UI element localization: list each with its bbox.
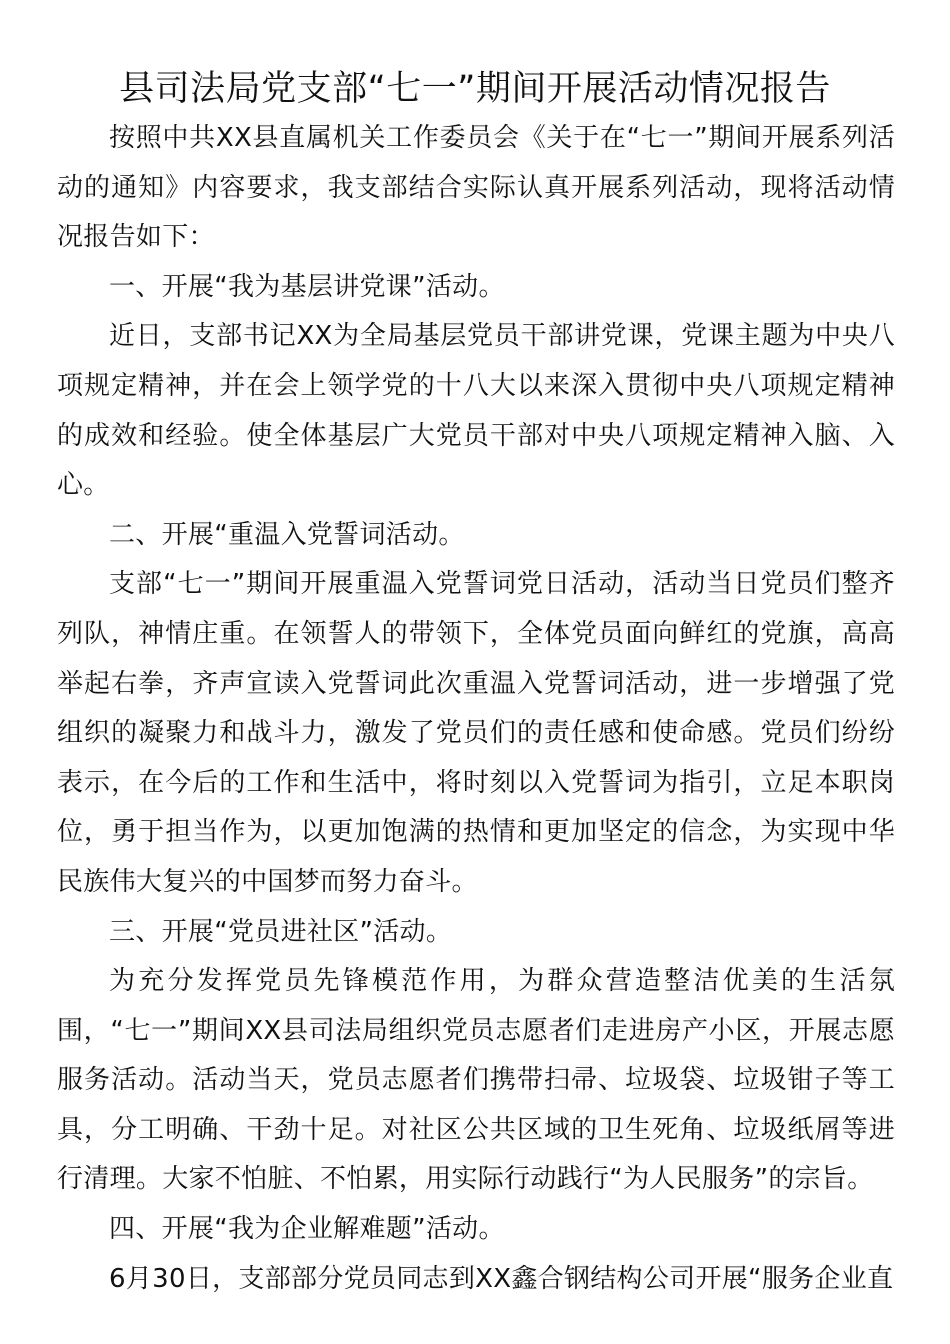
section-paragraph-2: 支部“七一”期间开展重温入党誓词党日活动，活动当日党员们整齐列队，神情庄重。在领誓人的带领下，全体党员面向鲜红的党旗，高高举起右拳，齐声宣读入党誓词此次重温入党誓词活动，进一步增强了党组织的凝聚力和战斗力，激发了党员们的责任感和使命感。党员们纷纷表示，在今后的工作和生活中，将时刻以入党誓词为指引，立足本职岗位，勇于担当作为，以更加饱满的热情和更加坚定的信念，为实现中华民族伟大复兴的中国梦而努力奋斗。 <box>57 569 895 897</box>
section-heading-2: 二、开展“重温入党誓词活动。 <box>109 519 465 550</box>
section-heading-1: 一、开展“我为基层讲党课”活动。 <box>109 271 505 302</box>
section-paragraph-4: 6月30日，支部部分党员同志到XX鑫合钢结构公司开展“服务企业直 <box>109 1263 894 1294</box>
section-heading-3: 三、开展“党员进社区”活动。 <box>109 916 453 947</box>
section-paragraph-3: 为充分发挥党员先锋模范作用，为群众营造整洁优美的生活氛围，“七一”期间XX县司法局组织党员志愿者们走进房产小区，开展志愿服务活动。活动当天，党员志愿者们携带扫帚、垃圾袋、垃圾钳子等工具，分工明确、干劲十足。对社区公共区域的卫生死角、垃圾纸屑等进行清理。大家不怕脏、不怕累，用实际行动践行“为人民服务”的宗旨。 <box>57 966 895 1195</box>
intro-paragraph: 按照中共XX县直属机关工作委员会《关于在“七一”期间开展系列活动的通知》内容要求，我支部结合实际认真开展系列活动，现将活动情况报告如下： <box>57 123 895 253</box>
document-title: 县司法局党支部“七一”期间开展活动情况报告 <box>119 69 831 109</box>
section-heading-4: 四、开展“我为企业解难题”活动。 <box>109 1214 505 1245</box>
section-paragraph-1: 近日，支部书记XX为全局基层党员干部讲党课，党课主题为中央八项规定精神，并在会上领学党的十八大以来深入贯彻中央八项规定精神的成效和经验。使全体基层广大党员干部对中央八项规定精神入脑、入心。 <box>57 321 895 501</box>
document-body <box>57 114 895 1304</box>
